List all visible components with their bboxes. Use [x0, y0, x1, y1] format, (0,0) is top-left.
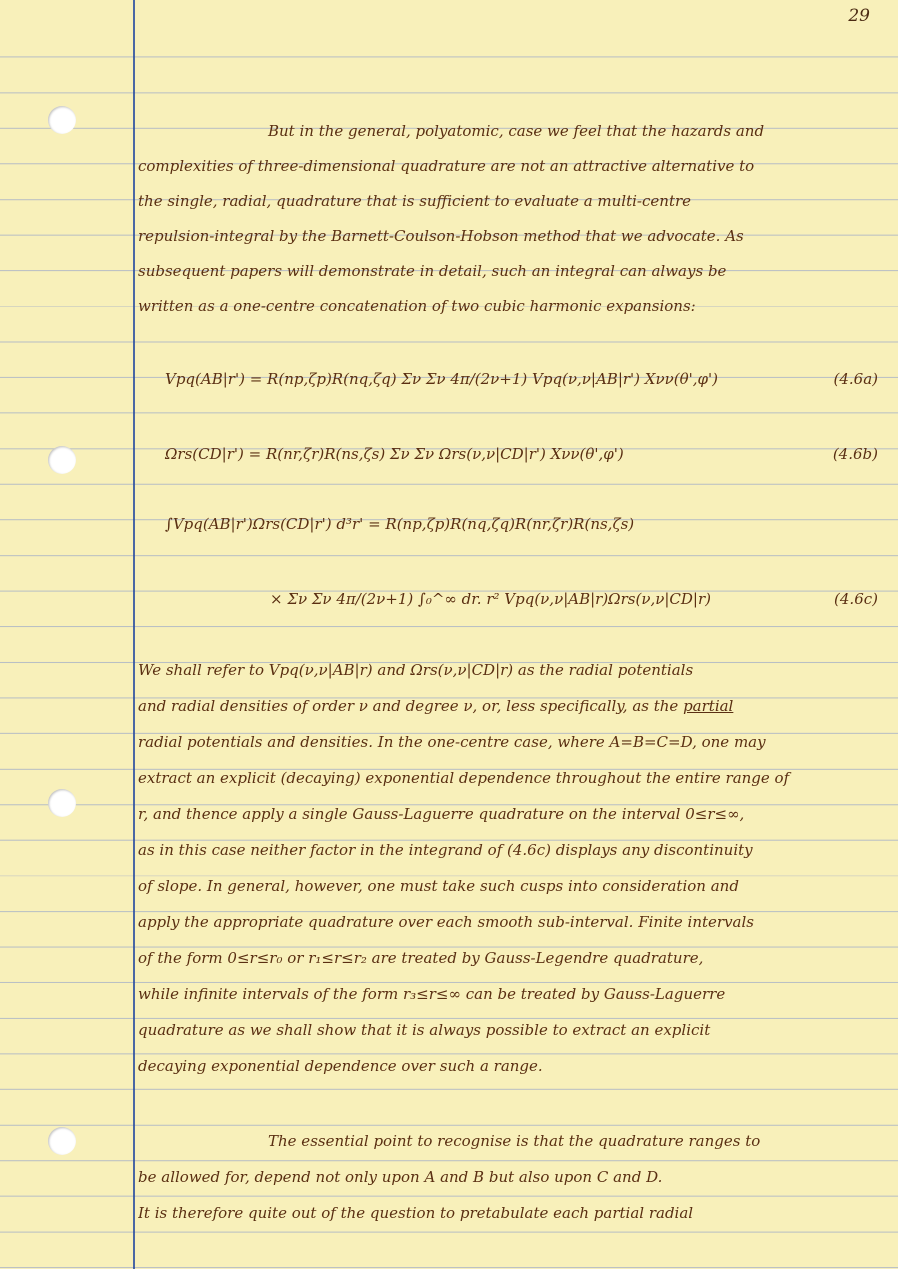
- equation-label: (4.6a): [833, 370, 878, 388]
- equation-4-6b: Ωrs(CD|r') = R(nr,ζr)R(ns,ζs) Σν Σν Ωrs(ν,ν|CD|r') Xνν(θ',φ'): [165, 445, 624, 463]
- text-line: the single, radial, quadrature that is sufficient to evaluate a multi-centre: [138, 192, 692, 210]
- text-line: complexities of three-dimensional quadrature are not an attractive alternative to: [138, 157, 755, 175]
- text-line: as in this case neither factor in the integrand of (4.6c) displays any discontinuity: [138, 841, 753, 859]
- text-segment: and radial densities of order ν and degree ν, or, less specifically, as the: [138, 697, 679, 715]
- page-number: 29: [848, 6, 870, 26]
- text-line: It is therefore quite out of the question to pretabulate each partial radial: [138, 1204, 694, 1222]
- text-line: subsequent papers will demonstrate in detail, such an integral can always be: [138, 262, 727, 280]
- text-line: [138, 693, 883, 719]
- text-line: extract an explicit (decaying) exponential dependence throughout the entire range of: [138, 769, 790, 787]
- text-line: quadrature as we shall show that it is always possible to extract an explicit: [138, 1021, 711, 1039]
- equation-4-6c-line2: × Σν Σν 4π/(2ν+1) ∫₀^∞ dr. r² Vpq(ν,ν|AB|r)Ωrs(ν,ν|CD|r): [270, 590, 711, 608]
- text-line: The essential point to recognise is that the quadrature ranges to: [268, 1132, 761, 1150]
- underlined-word: partial: [683, 697, 734, 715]
- punch-hole: [48, 1127, 76, 1155]
- text-line: We shall refer to Vpq(ν,ν|AB|r) and Ωrs(ν,ν|CD|r) as the radial potentials: [138, 661, 694, 679]
- equation-4-6a: Vpq(AB|r') = R(np,ζp)R(nq,ζq) Σν Σν 4π/(2ν+1) Vpq(ν,ν|AB|r') Xνν(θ',φ'): [165, 370, 718, 388]
- text-line: But in the general, polyatomic, case we feel that the hazards and: [268, 122, 765, 140]
- margin-line: [133, 0, 135, 1269]
- text-line: repulsion-integral by the Barnett-Coulson-Hobson method that we advocate. As: [138, 227, 744, 245]
- text-line: apply the appropriate quadrature over each smooth sub-interval. Finite intervals: [138, 913, 754, 931]
- equation-label: (4.6b): [832, 445, 878, 463]
- punch-hole: [48, 446, 76, 474]
- text-line: r, and thence apply a single Gauss-Laguerre quadrature on the interval 0≤r≤∞,: [138, 805, 745, 823]
- text-line: written as a one-centre concatenation of two cubic harmonic expansions:: [138, 297, 696, 315]
- equation-4-6c-line1: ∫Vpq(AB|r')Ωrs(CD|r') d³r' = R(np,ζp)R(nq,ζq)R(nr,ζr)R(ns,ζs): [165, 515, 635, 533]
- text-line: be allowed for, depend not only upon A and B but also upon C and D.: [138, 1168, 663, 1186]
- text-line: radial potentials and densities. In the one-centre case, where A=B=C=D, one may: [138, 733, 766, 751]
- equation-label: (4.6c): [834, 590, 878, 608]
- text-line: of the form 0≤r≤r₀ or r₁≤r≤r₂ are treated by Gauss-Legendre quadrature,: [138, 949, 704, 967]
- text-line: of slope. In general, however, one must take such cusps into consideration and: [138, 877, 739, 895]
- punch-hole: [48, 789, 76, 817]
- text-line: decaying exponential dependence over such a range.: [138, 1057, 543, 1075]
- text-line: while infinite intervals of the form r₃≤r≤∞ can be treated by Gauss-Laguerre: [138, 985, 726, 1003]
- punch-hole: [48, 106, 76, 134]
